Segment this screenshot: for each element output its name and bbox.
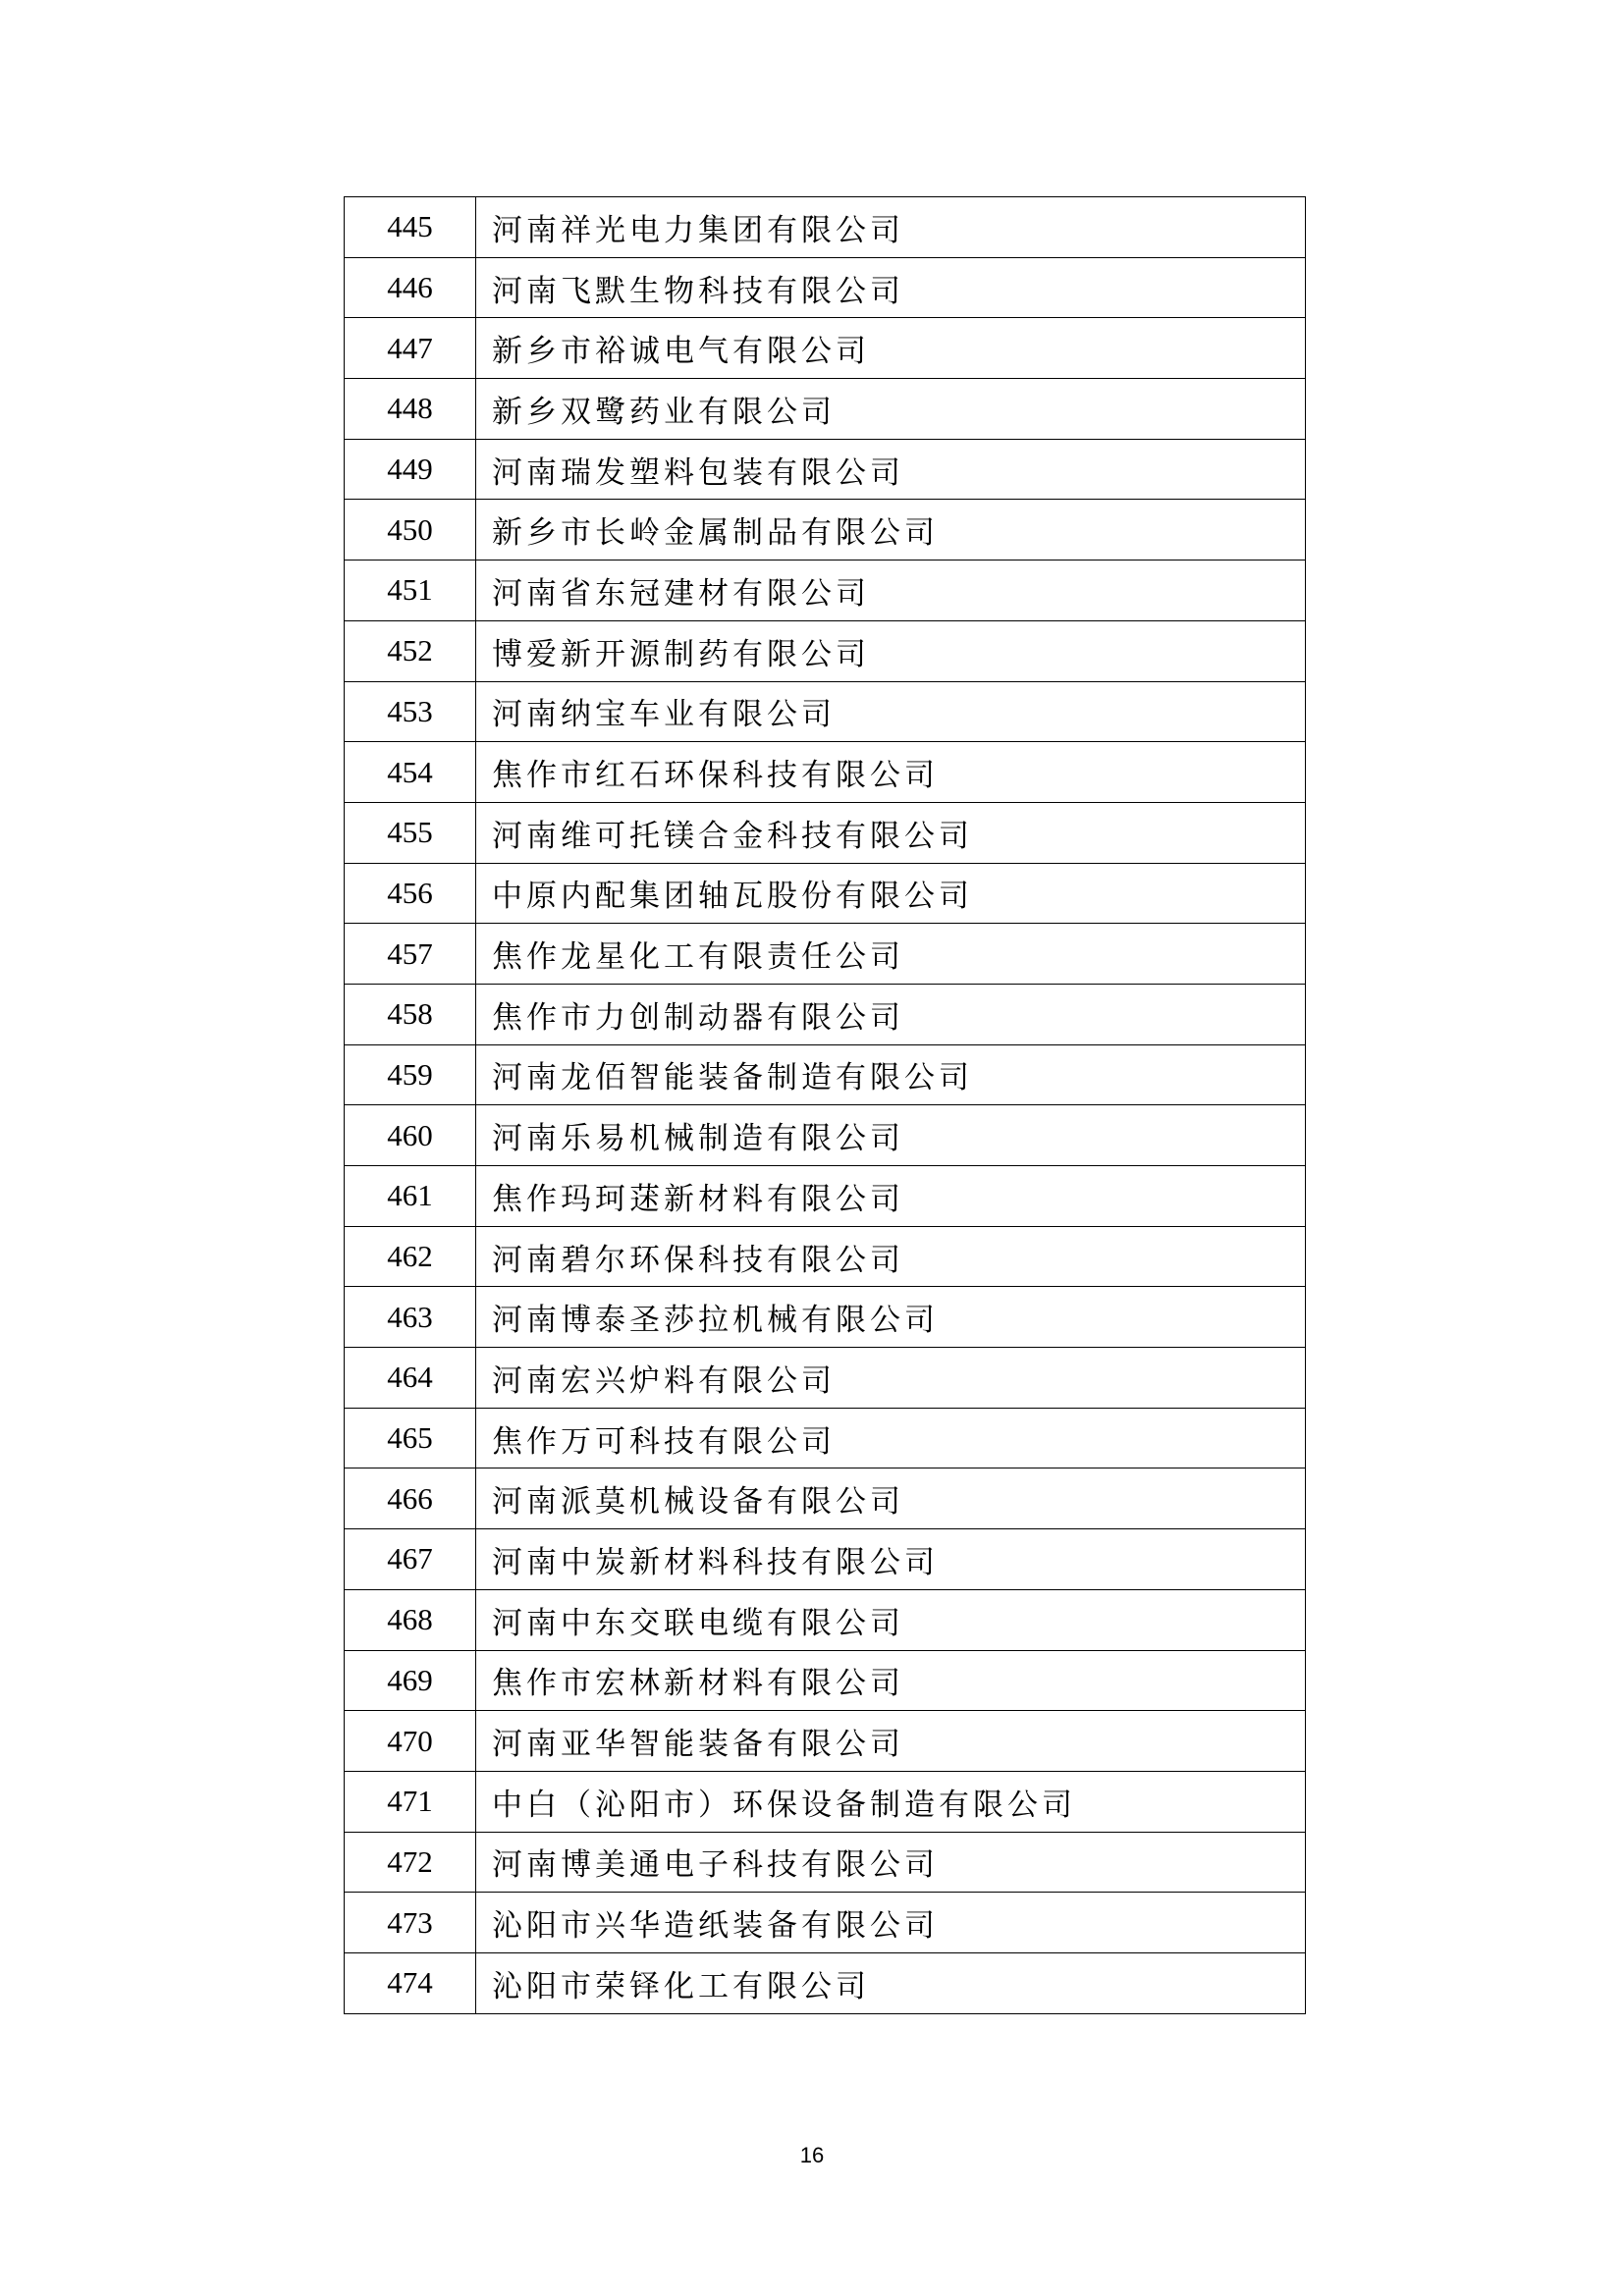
company-name: 河南纳宝车业有限公司 xyxy=(476,681,1306,742)
row-number: 474 xyxy=(345,1952,476,2013)
table-row xyxy=(345,863,1306,924)
row-number: 473 xyxy=(345,1893,476,1953)
company-name: 河南乐易机械制造有限公司 xyxy=(476,1105,1306,1166)
company-name: 焦作玛珂蒁新材料有限公司 xyxy=(476,1166,1306,1227)
company-name: 河南中炭新材料科技有限公司 xyxy=(476,1529,1306,1590)
row-number: 471 xyxy=(345,1771,476,1832)
table-row xyxy=(345,257,1306,318)
table-row xyxy=(345,1226,1306,1287)
table-row xyxy=(345,1893,1306,1953)
row-number: 450 xyxy=(345,500,476,561)
table-row xyxy=(345,1348,1306,1409)
row-number: 469 xyxy=(345,1650,476,1711)
company-name: 沁阳市荣铎化工有限公司 xyxy=(476,1952,1306,2013)
row-number: 470 xyxy=(345,1711,476,1772)
table-row xyxy=(345,742,1306,803)
table-row xyxy=(345,984,1306,1044)
row-number: 462 xyxy=(345,1226,476,1287)
table-row xyxy=(345,1650,1306,1711)
row-number: 467 xyxy=(345,1529,476,1590)
table-row xyxy=(345,681,1306,742)
company-name: 焦作市力创制动器有限公司 xyxy=(476,984,1306,1044)
table-row xyxy=(345,924,1306,985)
row-number: 468 xyxy=(345,1589,476,1650)
company-table-body xyxy=(345,197,1306,2014)
company-name: 河南亚华智能装备有限公司 xyxy=(476,1711,1306,1772)
table-row xyxy=(345,439,1306,500)
table-row xyxy=(345,802,1306,863)
table-row xyxy=(345,620,1306,681)
row-number: 449 xyxy=(345,439,476,500)
table-row xyxy=(345,1044,1306,1105)
row-number: 454 xyxy=(345,742,476,803)
company-name: 博爱新开源制药有限公司 xyxy=(476,620,1306,681)
company-name: 河南碧尔环保科技有限公司 xyxy=(476,1226,1306,1287)
table-row xyxy=(345,1711,1306,1772)
company-name: 中白（沁阳市）环保设备制造有限公司 xyxy=(476,1771,1306,1832)
table-row xyxy=(345,1408,1306,1468)
table-row xyxy=(345,1832,1306,1893)
table-row xyxy=(345,197,1306,258)
row-number: 463 xyxy=(345,1287,476,1348)
page-number: 16 xyxy=(799,2143,825,2167)
table-row xyxy=(345,500,1306,561)
company-name: 河南龙佰智能装备制造有限公司 xyxy=(476,1044,1306,1105)
row-number: 472 xyxy=(345,1832,476,1893)
company-name: 河南祥光电力集团有限公司 xyxy=(476,197,1306,258)
table-row xyxy=(345,561,1306,621)
row-number: 446 xyxy=(345,257,476,318)
table-row xyxy=(345,1287,1306,1348)
row-number: 447 xyxy=(345,318,476,379)
company-name: 焦作市宏林新材料有限公司 xyxy=(476,1650,1306,1711)
company-name: 河南博美通电子科技有限公司 xyxy=(476,1832,1306,1893)
row-number: 460 xyxy=(345,1105,476,1166)
company-name: 河南瑞发塑料包装有限公司 xyxy=(476,439,1306,500)
table-row xyxy=(345,1529,1306,1590)
table-row xyxy=(345,1105,1306,1166)
row-number: 466 xyxy=(345,1468,476,1529)
row-number: 455 xyxy=(345,802,476,863)
row-number: 457 xyxy=(345,924,476,985)
row-number: 456 xyxy=(345,863,476,924)
row-number: 452 xyxy=(345,620,476,681)
company-name: 河南省东冠建材有限公司 xyxy=(476,561,1306,621)
table-row xyxy=(345,1468,1306,1529)
row-number: 451 xyxy=(345,561,476,621)
table-row xyxy=(345,1952,1306,2013)
company-name: 新乡双鹭药业有限公司 xyxy=(476,379,1306,440)
company-name: 中原内配集团轴瓦股份有限公司 xyxy=(476,863,1306,924)
table-row xyxy=(345,1166,1306,1227)
company-name: 沁阳市兴华造纸装备有限公司 xyxy=(476,1893,1306,1953)
company-name: 新乡市长岭金属制品有限公司 xyxy=(476,500,1306,561)
table-row xyxy=(345,1771,1306,1832)
row-number: 461 xyxy=(345,1166,476,1227)
row-number: 465 xyxy=(345,1408,476,1468)
company-name: 河南飞默生物科技有限公司 xyxy=(476,257,1306,318)
company-name: 河南宏兴炉料有限公司 xyxy=(476,1348,1306,1409)
company-name: 河南中东交联电缆有限公司 xyxy=(476,1589,1306,1650)
company-name: 河南维可托镁合金科技有限公司 xyxy=(476,802,1306,863)
company-name: 河南派莫机械设备有限公司 xyxy=(476,1468,1306,1529)
table-row xyxy=(345,1589,1306,1650)
company-table xyxy=(344,196,1306,2014)
row-number: 458 xyxy=(345,984,476,1044)
company-name: 焦作龙星化工有限责任公司 xyxy=(476,924,1306,985)
company-name: 焦作市红石环保科技有限公司 xyxy=(476,742,1306,803)
company-name: 新乡市裕诚电气有限公司 xyxy=(476,318,1306,379)
table-row xyxy=(345,318,1306,379)
row-number: 453 xyxy=(345,681,476,742)
company-name: 河南博泰圣莎拉机械有限公司 xyxy=(476,1287,1306,1348)
row-number: 445 xyxy=(345,197,476,258)
table-row xyxy=(345,379,1306,440)
row-number: 464 xyxy=(345,1348,476,1409)
row-number: 448 xyxy=(345,379,476,440)
company-name: 焦作万可科技有限公司 xyxy=(476,1408,1306,1468)
row-number: 459 xyxy=(345,1044,476,1105)
